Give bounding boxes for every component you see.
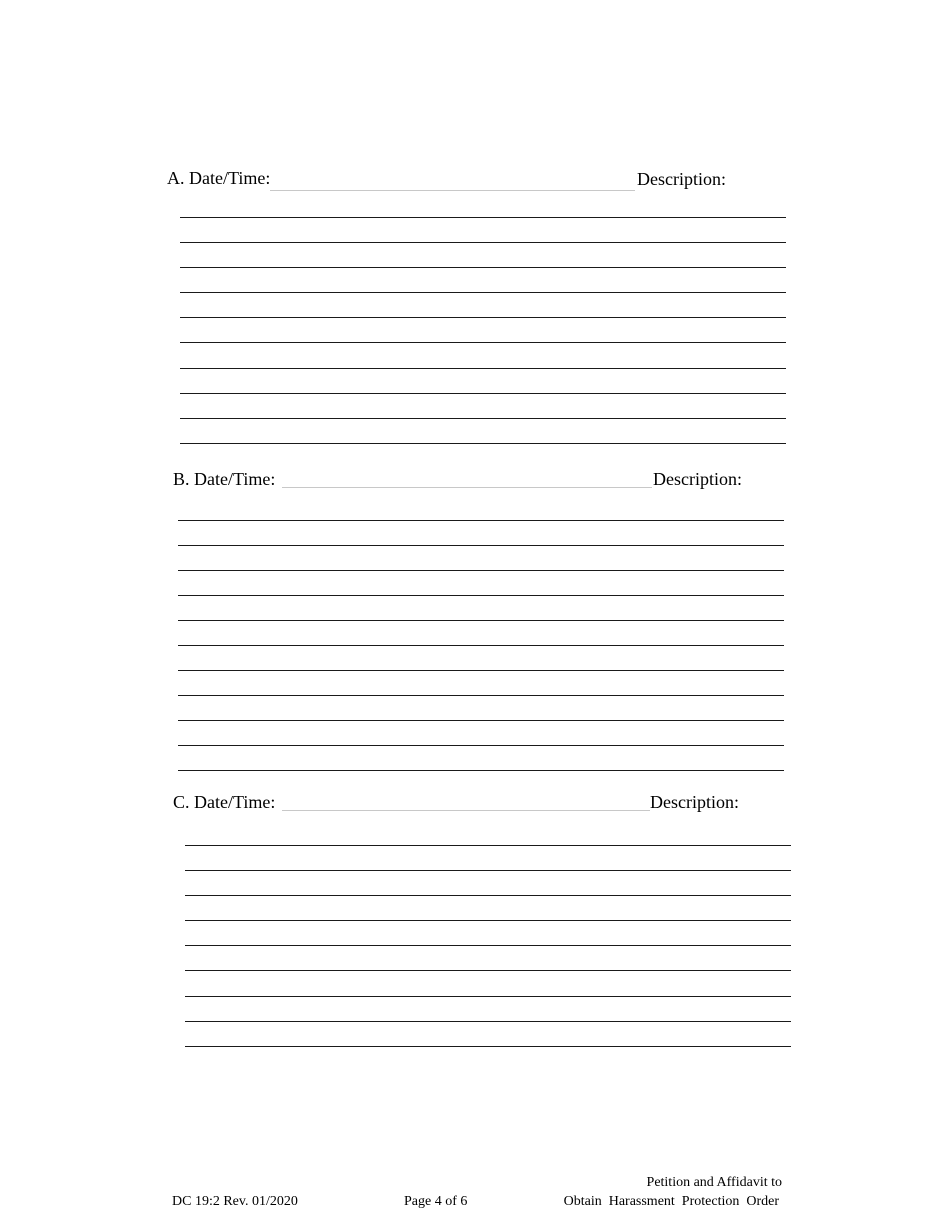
description-line[interactable] [180, 217, 786, 218]
form-title-line-2: Obtain Harassment Protection Order [563, 1194, 779, 1209]
description-line[interactable] [180, 242, 786, 243]
description-line[interactable] [185, 845, 791, 846]
section-a-date-field[interactable] [270, 190, 635, 191]
section-c-date-label: C. Date/Time: [173, 792, 276, 812]
page-number: Page 4 of 6 [404, 1194, 468, 1209]
description-line[interactable] [180, 393, 786, 394]
section-b-date-field[interactable] [282, 487, 652, 488]
description-line[interactable] [180, 368, 786, 369]
description-line[interactable] [180, 342, 786, 343]
description-line[interactable] [178, 720, 784, 721]
description-line[interactable] [178, 770, 784, 771]
section-b-description-lines[interactable] [178, 520, 784, 774]
description-line[interactable] [178, 570, 784, 571]
section-c-description-lines[interactable] [185, 845, 791, 1051]
section-c-description-label: Description: [650, 792, 739, 812]
description-line[interactable] [185, 970, 791, 971]
section-b-date-label: B. Date/Time: [173, 469, 276, 489]
description-line[interactable] [185, 870, 791, 871]
form-title-line-1: Petition and Affidavit to [646, 1175, 782, 1190]
description-line[interactable] [178, 620, 784, 621]
section-a-description-lines[interactable] [180, 217, 786, 447]
description-line[interactable] [178, 545, 784, 546]
section-a-date-label: A. Date/Time: [167, 168, 271, 188]
description-line[interactable] [185, 945, 791, 946]
description-line[interactable] [178, 595, 784, 596]
description-line[interactable] [178, 745, 784, 746]
section-c-date-field[interactable] [282, 810, 650, 811]
description-line[interactable] [180, 418, 786, 419]
description-line[interactable] [185, 1046, 791, 1047]
description-line[interactable] [185, 1021, 791, 1022]
description-line[interactable] [180, 292, 786, 293]
description-line[interactable] [178, 645, 784, 646]
description-line[interactable] [180, 317, 786, 318]
description-line[interactable] [178, 695, 784, 696]
description-line[interactable] [178, 670, 784, 671]
description-line[interactable] [185, 996, 791, 997]
section-b-description-label: Description: [653, 469, 742, 489]
description-line[interactable] [185, 895, 791, 896]
description-line[interactable] [180, 267, 786, 268]
section-a-description-label: Description: [637, 169, 726, 189]
description-line[interactable] [180, 443, 786, 444]
form-number: DC 19:2 Rev. 01/2020 [172, 1194, 298, 1209]
description-line[interactable] [185, 920, 791, 921]
description-line[interactable] [178, 520, 784, 521]
